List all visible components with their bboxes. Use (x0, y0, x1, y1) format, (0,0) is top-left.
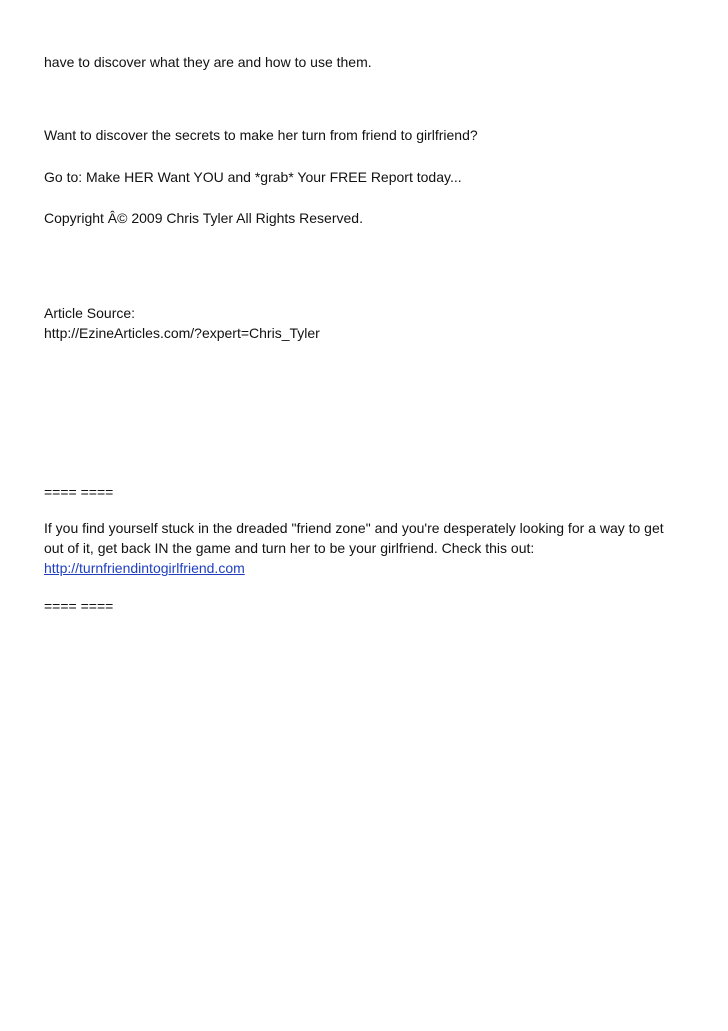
article-source-label: Article Source: (44, 305, 136, 321)
secrets-line: Want to discover the secrets to make her turn from friend to girlfriend? (44, 127, 478, 143)
promo-text: If you find yourself stuck in the dreaded "friend zone" and you're desperately looking for a way to get out of it, get back IN the game and turn her to be your girlfriend. Check this out: (44, 520, 664, 556)
goto-line: Go to: Make HER Want YOU and *grab* Your FREE Report today... (44, 169, 462, 185)
article-source-url: http://EzineArticles.com/?expert=Chris_Tyler (44, 325, 320, 341)
promo-paragraph (44, 518, 684, 578)
separator-top: ==== ==== (44, 484, 114, 500)
intro-line: have to discover what they are and how to use them. (44, 54, 372, 70)
separator-bottom: ==== ==== (44, 598, 114, 614)
copyright-line: Copyright Â© 2009 Chris Tyler All Rights Reserved. (44, 210, 363, 226)
promo-link[interactable]: http://turnfriendintogirlfriend.com (44, 560, 245, 576)
